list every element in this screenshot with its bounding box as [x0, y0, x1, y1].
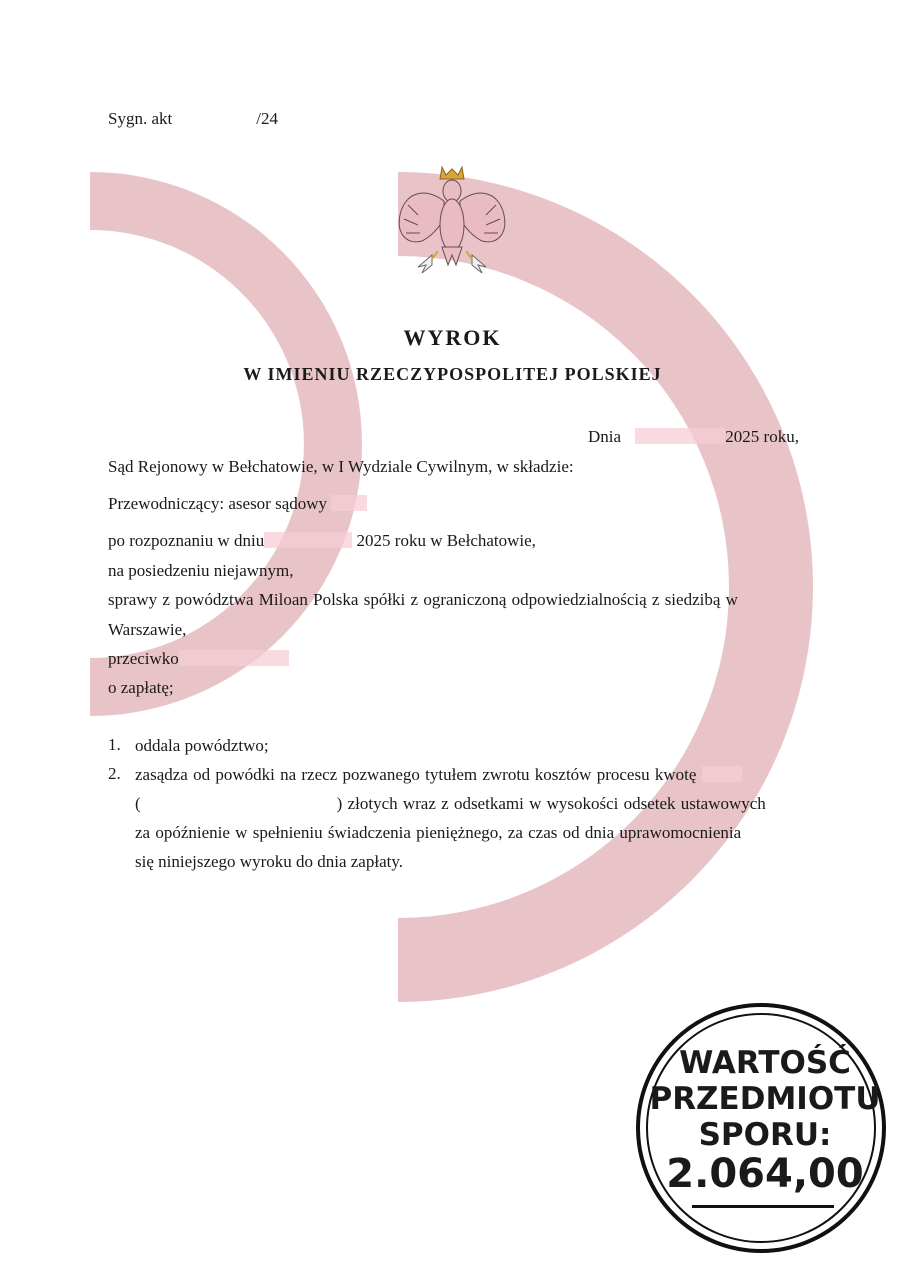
ruling-2-line-3: za opóźnienie w spełnieniu świadczenia pieniężnego, za czas od dnia uprawomocnienia	[135, 823, 742, 842]
hearing-date	[108, 530, 536, 552]
stamp-line-2: PRZEDMIOTU	[649, 1081, 881, 1117]
amount-words-redaction	[141, 794, 337, 812]
redaction	[172, 109, 256, 127]
ruling-2-line-2	[135, 793, 766, 815]
amount-words-close: ) złotych wraz z odsetkami w wysokości odsetek ustawowych	[336, 794, 766, 813]
dispute-value-stamp	[636, 1003, 886, 1253]
against-label: przeciwko	[108, 649, 179, 668]
stamp-amount: 2.064,00	[666, 1151, 864, 1197]
polish-eagle-emblem	[0, 0, 905, 300]
amount-redaction	[702, 766, 742, 782]
date-redaction	[635, 428, 725, 444]
ruling-2-line-1	[135, 764, 742, 786]
defendant-redaction	[179, 650, 289, 666]
judgment-date	[588, 426, 799, 448]
ruling-number: 2.	[108, 764, 121, 783]
stamp-line-3: SPORU:	[698, 1117, 832, 1153]
hearing-redaction	[264, 532, 352, 548]
ruling-2-text: zasądza od powódki na rzecz pozwanego tytułem zwrotu kosztów procesu kwotę	[135, 765, 697, 784]
stamp-line-1: WARTOŚĆ	[679, 1045, 851, 1081]
ruling-number: 1.	[108, 735, 121, 754]
signature-label: Sygn. akt	[108, 109, 173, 128]
document-subtitle: W IMIENIU RZECZYPOSPOLITEJ POLSKIEJ	[243, 364, 662, 384]
ruling-2-line-4: się niniejszego wyroku do dnia zapłaty.	[135, 852, 403, 871]
amount-words-open: (	[135, 794, 141, 813]
case-signature	[108, 108, 278, 130]
hearing-prefix: po rozpoznaniu w dniu	[108, 531, 265, 550]
case-subject: o zapłatę;	[108, 678, 174, 697]
session-type: na posiedzeniu niejawnym,	[108, 561, 294, 580]
date-prefix: Dnia	[588, 427, 622, 446]
chair-redaction	[331, 495, 367, 511]
case-parties-cont: Warszawie,	[108, 620, 187, 639]
court-composition: Sąd Rejonowy w Bełchatowie, w I Wydziale Cywilnym, w składzie:	[108, 457, 574, 476]
defendant	[108, 648, 289, 670]
case-parties: sprawy z powództwa Miloan Polska spółki z ograniczoną odpowiedzialnością z siedzibą w	[108, 590, 738, 609]
ruling-1-text: oddala powództwo;	[135, 736, 269, 755]
date-suffix: 2025 roku,	[725, 427, 799, 446]
chair-label: Przewodniczący: asesor sądowy	[108, 494, 328, 513]
document-title: WYROK	[403, 325, 502, 350]
signature-suffix: /24	[256, 109, 278, 128]
presiding-judge	[108, 493, 367, 515]
stamp-underline	[692, 1205, 834, 1208]
hearing-suffix: 2025 roku w Bełchatowie,	[356, 531, 536, 550]
